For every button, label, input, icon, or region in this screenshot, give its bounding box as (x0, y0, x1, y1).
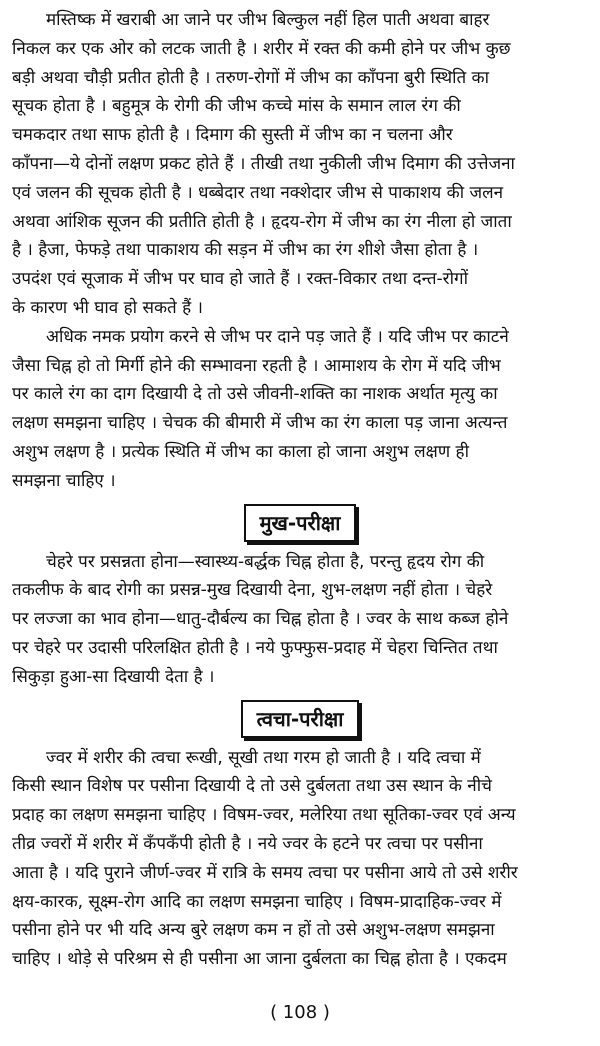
text-line: ज्वर में शरीर की त्वचा रूखी, सूखी तथा गरम हो जाती है । यदि त्वचा में (46, 747, 481, 768)
paragraph-tongue-2 (12, 323, 588, 496)
text-line: पसीना होने पर भी यदि अन्य बुरे लक्षण कम न हों तो उसे अशुभ-लक्षण समझना (12, 920, 495, 941)
text-line: अधिक नमक प्रयोग करने से जीभ पर दाने पड़ जाते हैं । यदि जीभ पर काटने (46, 326, 509, 347)
text-line: उपदंश एवं सूजाक में जीभ पर घाव हो जाते हैं । रक्त-विकार तथा दन्त-रोगों (12, 269, 469, 290)
text-line: सूचक होता है । बहुमूत्र के रोगी की जीभ कच्चे मांस के समान लाल रंग की (12, 96, 461, 117)
section-heading-skin (12, 700, 588, 738)
text-line: पर चेहरे पर उदासी परिलक्षित होती है । नये फुफ्फुस-प्रदाह में चेहरा चिन्तित तथा (12, 637, 498, 658)
text-line: निकल कर एक ओर को लटक जाती है । शरीर में रक्त की कमी होने पर जीभ कुछ (12, 38, 511, 59)
text-line: मस्तिष्क में खराबी आ जाने पर जीभ बिल्कुल नहीं हिल पाती अथवा बाहर (46, 10, 490, 30)
text-line: तकलीफ के बाद रोगी का प्रसन्न-मुख दिखायी देना, शुभ-लक्षण नहीं होता । चेहरे (12, 580, 493, 601)
page-body (12, 6, 588, 974)
text-line: है । हैजा, फेफड़े तथा पाकाशय की सड़न में जीभ का रंग शीशे जैसा होता है । (12, 240, 479, 261)
text-line: क्षय-कारक, सूक्ष्म-रोग आदि का लक्षण समझना चाहिए । विषम-प्रादाहिक-ज्वर में (12, 891, 502, 912)
text-line: प्रदाह का लक्षण समझना चाहिए । विषम-ज्वर, मलेरिया तथा सूतिका-ज्वर एवं अन्य (12, 805, 516, 826)
text-line: चाहिए । थोड़े से परिश्रम से ही पसीना आ जाना दुर्बलता का चिह्न होता है । एकदम (12, 949, 507, 970)
heading-face-examination: मुख-परीक्षा (244, 504, 357, 542)
text-line: किसी स्थान विशेष पर पसीना दिखायी दे तो उसे दुर्बलता तथा उस स्थान के नीचे (12, 776, 492, 797)
heading-skin-examination: त्वचा-परीक्षा (241, 700, 360, 738)
section-heading-face (12, 504, 588, 542)
page-number: ( 108 ) (270, 1002, 330, 1023)
text-line: समझना चाहिए । (12, 470, 116, 491)
paragraph-face (12, 548, 588, 692)
text-line: लक्षण समझना चाहिए । चेचक की बीमारी में जीभ का रंग काला पड़ जाना अत्यन्त (12, 413, 508, 434)
text-line: सिकुड़ा हुआ-सा दिखायी देता है । (12, 666, 215, 687)
text-line: चेहरे पर प्रसन्नता होना—स्वास्थ्य-बर्द्धक चिह्न होता है, परन्तु हृदय रोग की (46, 551, 485, 572)
text-line: अशुभ लक्षण है । प्रत्येक स्थिति में जीभ का काला हो जाना अशुभ लक्षण ही (12, 441, 469, 462)
text-line: पर काले रंग का दाग दिखायी दे तो उसे जीवनी-शक्ति का नाशक अर्थात मृत्यु का (12, 384, 498, 405)
text-line: अथवा आंशिक सूजन की प्रतीति होती है । हृदय-रोग में जीभ का रंग नीला हो जाता (12, 211, 512, 232)
text-line: पर लज्जा का भाव होना—धातु-दौर्बल्य का चिह्न होता है । ज्वर के साथ कब्ज होने (12, 609, 509, 630)
text-line: जैसा चिह्न हो तो मिर्गी होने की सम्भावना रहती है । आमाशय के रोग में यदि जीभ (12, 355, 501, 376)
paragraph-skin (12, 744, 588, 974)
text-line: काँपना—ये दोनों लक्षण प्रकट होते हैं । तीखी तथा नुकीली जीभ दिमाग की उत्तेजना (12, 153, 515, 174)
text-line: एवं जलन की सूचक होती है । धब्बेदार तथा नक्शेदार जीभ से पाकाशय की जलन (12, 182, 504, 203)
text-line: आता है । यदि पुराने जीर्ण-ज्वर में रात्रि के समय त्वचा पर पसीना आये तो उसे शरीर (12, 862, 518, 883)
text-line: तीव्र ज्वरों में शरीर में कँपकँपी होती है । नये ज्वर के हटने पर त्वचा पर पसीना (12, 833, 483, 854)
text-line: बड़ी अथवा चौड़ी प्रतीत होती है । तरुण-रोगों में जीभ का काँपना बुरी स्थिति का (12, 67, 490, 88)
text-line: चमकदार तथा साफ होती है । दिमाग की सुस्ती में जीभ का न चलना और (12, 125, 453, 146)
text-line: के कारण भी घाव हो सकते हैं । (12, 297, 203, 318)
paragraph-tongue-1 (12, 6, 588, 323)
